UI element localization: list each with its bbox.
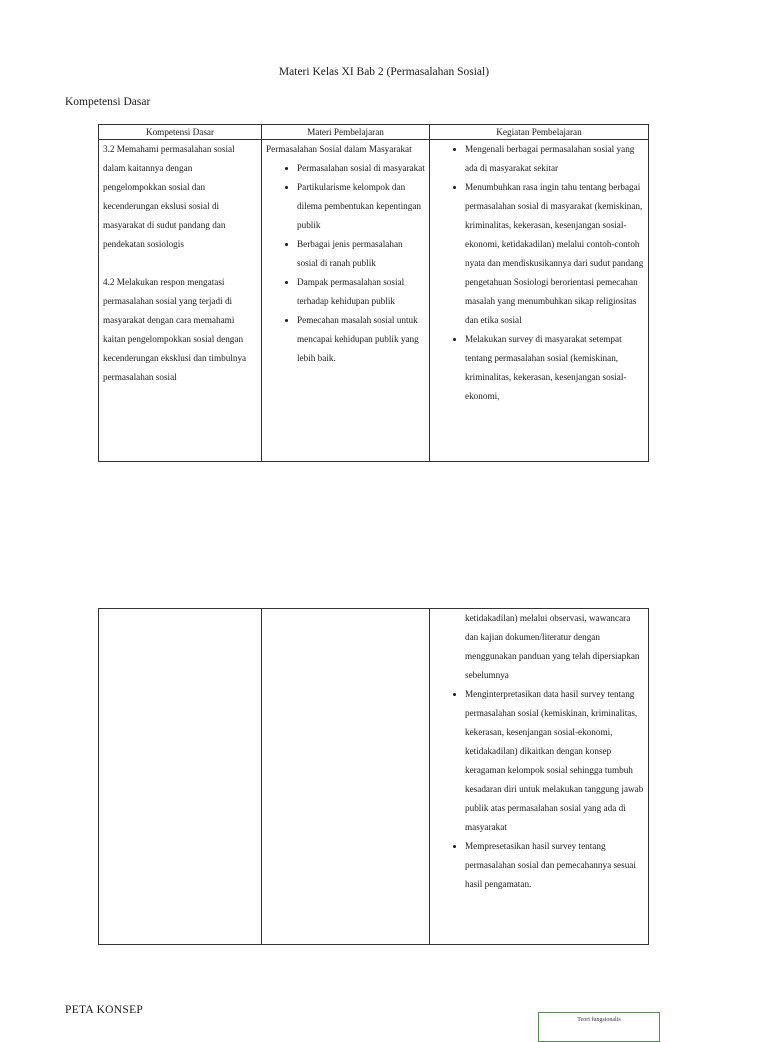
list-item: • Menumbuhkan rasa ingin tahu tentang berbagai permasalahan sosial di masyarakat (kemiskinan, kriminalitas, kekerasan, kesenjangan sosial-ekonomi, ketidakadilan) melalui contoh-contoh nyata dan mendiskusikannya dari sudut pandang pengetahuan Sosiologi berorientasi pemecahan masalah yang menumbuhkan sikap religiositas dan etika sosial: [465, 178, 644, 330]
kompetensi-3-2: 3.2 Memahami permasalahan sosial dalam kaitannya dengan pengelompokkan sosial dan kecenderungan ekslusi sosial di masyarakat di sudut pandang dan pendekatan sosiologis: [103, 144, 235, 249]
table-header-row: [99, 125, 649, 140]
peta-konsep-heading: PETA KONSEP: [65, 1004, 144, 1016]
kompetensi-table-page-1: [98, 124, 649, 462]
materi-intro: Permasalahan Sosial dalam Masyarakat: [266, 144, 412, 154]
header-materi-pembelajaran: Materi Pembelajaran: [262, 125, 430, 140]
table-row: [99, 609, 649, 945]
kegiatan-cell: [430, 609, 649, 945]
document-title: Materi Kelas XI Bab 2 (Permasalahan Sosial): [278, 66, 490, 78]
concept-map-box: Teori fungsionalis: [538, 1012, 660, 1042]
list-item: • Partikularisme kelompok dan dilema pembentukan kepentingan publik: [297, 178, 425, 235]
kompetensi-cell-empty: [99, 609, 262, 945]
table-row: [99, 140, 649, 462]
kompetensi-4-2: 4.2 Melakukan respon mengatasi permasalahan sosial yang terjadi di masyarakat dengan cara memahami kaitan pengelompokkan sosial dengan kecenderungan eksklusi dan timbulnya permasalahan sosial: [103, 277, 247, 382]
header-kompetensi-dasar: Kompetensi Dasar: [99, 125, 262, 140]
kompetensi-cell: [99, 140, 262, 462]
list-item: • Dampak permasalahan sosial terhadap kehidupan publik: [297, 273, 425, 311]
header-kegiatan-pembelajaran: Kegiatan Pembelajaran: [430, 125, 649, 140]
list-item: • Berbagai jenis permasalahan sosial di ranah publik: [297, 235, 425, 273]
list-item: • Pemecahan masalah sosial untuk mencapai kehidupan publik yang lebih baik.: [297, 311, 425, 368]
kegiatan-cell: [430, 140, 649, 462]
materi-cell-empty: [262, 609, 430, 945]
list-item: • Melakukan survey di masyarakat setempat tentang permasalahan sosial (kemiskinan, kriminalitas, kekerasan, kesenjangan sosial-ekonomi,: [465, 330, 644, 406]
materi-cell: [262, 140, 430, 462]
list-item: • Mempresetasikan hasil survey tentang permasalahan sosial dan pemecahannya sesuai hasil pengamatan.: [465, 837, 644, 894]
kompetensi-table-page-2: [98, 608, 649, 945]
kegiatan-continuation: ketidakadilan) melalui observasi, wawancara dan kajian dokumen/literatur dengan menggunakan panduan yang telah dipersiapkan sebelumnya: [465, 613, 640, 680]
list-item: • Permasalahan sosial di masyarakat: [297, 159, 425, 178]
section-heading: Kompetensi Dasar: [65, 96, 151, 108]
list-item: • Menginterpretasikan data hasil survey tentang permasalahan sosial (kemiskinan, kriminalitas, kekerasan, kesenjangan sosial-ekonomi, ketidakadilan) dikaitkan dengan konsep keragaman kelompok sosial sehingga tumbuh kesadaran diri untuk melakukan tanggung jawab publik atas permasalahan sosial yang ada di masyarakat: [465, 685, 644, 837]
list-item: • Mengenali berbagai permasalahan sosial yang ada di masyarakat sekitar: [465, 140, 644, 178]
